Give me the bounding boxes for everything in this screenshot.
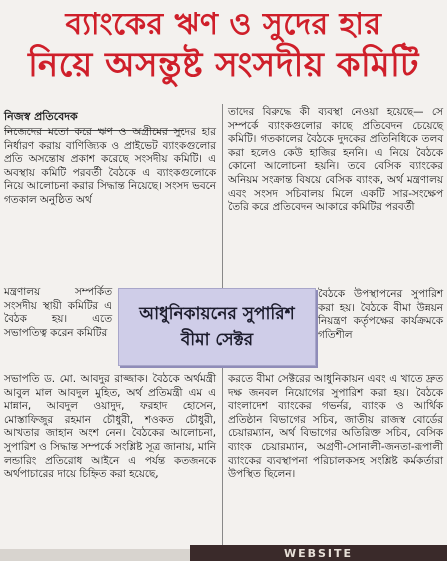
bottom-banner-strip: WEBSITE xyxy=(190,545,447,561)
paragraph: বৈঠকে উপস্থাপনের সুপারিশ করা হয়। বৈঠকে বীমা উন্নয়ন নিয়ন্ত্রণ কর্তৃপক্ষের কার্যক্রমকে গতিশীল xyxy=(318,288,443,341)
headline xyxy=(0,6,447,86)
paragraph: মন্ত্রণালয় সম্পর্কিত সংসদীয় স্থায়ী কমিটির এ বৈঠক হয়। এতে সভাপতিত্ব করেন কমিটির xyxy=(4,286,112,339)
article-text-right-top xyxy=(228,106,443,215)
headline-line-1: ব্যাংকের ঋণ ও সুদের হার xyxy=(65,7,382,42)
bottom-edge xyxy=(0,549,190,561)
article-text-left-top xyxy=(4,126,216,208)
pull-quote-line-1: আধুনিকায়নের সুপারিশ xyxy=(139,304,295,324)
paragraph: করতে বীমা সেক্টরের আধুনিকায়ন এবং এ খাতে দ্রুত দক্ষ জনবল নিয়োগের সুপারিশ করা হয়। বৈঠকে বাংলাদেশ ব্যাংকের গভর্নর, ব্যাংক ও আর্থিক প্রতিষ্ঠান বিভাগের সচিব, জাতীয় রাজস্ব বোর্ডের চেয়ারম্যান, অর্থ বিভাগের অতিরিক্ত সচিব, বেসিক ব্যাংক চেয়ারম্যান, অগ্রণী-সোনালী-জনতা-রূপালী ব্যাংকের ব্যবস্থাপনা পরিচালকসহ সংশ্লিষ্ট কর্মকর্তারা উপস্থিত ছিলেন। xyxy=(228,373,443,481)
reporter-byline: নিজস্ব প্রতিবেদক xyxy=(4,108,184,131)
pull-quote-line-2: বীমা সেক্টর xyxy=(180,330,254,350)
article-text-right-middle xyxy=(318,288,443,342)
paragraph: নিজেদের মতো করে ঋণ ও অগ্রীমের সুদের হার নির্ধারণ করায় বাণিজ্যিক ও প্রাইভেট ব্যাংকগুলোর প্রতি অসন্তোষ প্রকাশ করেছে সংসদীয় কমিটি। এ অবস্থায় কমিটি পরবর্তী বৈঠকে এ ব্যাংকগুলোকে নিয়ে আলোচনা করার সিদ্ধান্ত নিয়েছে। সংসদ ভবনে গতকাল অনুষ্ঠিত অর্থ xyxy=(4,126,216,206)
headline-line-2: নিয়ে অসন্তুষ্ট সংসদীয় কমিটি xyxy=(28,45,419,85)
paragraph: তাদের বিরুদ্ধে কী ব্যবস্থা নেওয়া হয়েছে— সে সম্পর্কে ব্যাংকগুলোর কাছে প্রতিবেদন চেয়েছে কমিটি। গতকালের বৈঠকে দুদকের প্রতিনিধিকে তলব করা হলেও কেউ হাজির হননি। এ নিয়ে বৈঠকে কোনো আলোচনা হয়নি। তবে বেসিক ব্যাংকের অনিয়ম সংক্রান্ত বিষয়ে বেসিক ব্যাংক, অর্থ মন্ত্রণালয় এবং সংসদ সচিবালয় মিলে একটি সার-সংক্ষেপ তৈরি করে প্রতিবেদন আকারে কমিটির পরবর্তী xyxy=(228,106,443,214)
article-text-right-bottom xyxy=(228,373,443,482)
pull-quote-box xyxy=(118,288,316,366)
article-text-left-middle xyxy=(4,286,112,340)
paragraph: সভাপতি ড. মো. আবদুর রাজ্জাক। বৈঠকে অর্থমন্ত্রী আবুল মাল আবদুল মুহিত, অর্থ প্রতিমন্ত্রী এম এ মান্নান, আবদুল ওয়াদুদ, ফরহাদ হোসেন, মোস্তাফিজুর রহমান চৌধুরী, শওকত চৌধুরী, আখতার জাহান অংশ নেন। বৈঠকের আলোচনা, সুপারিশ ও সিদ্ধান্ত সম্পর্কে সংশ্লিষ্ট সূত্র জানায়, মানি লন্ডারিং প্রতিরোধ আইনে এ পর্যন্ত কতজনকে অর্থপাচারের দায়ে চিহ্নিত করা হয়েছে, xyxy=(4,373,216,481)
article-text-left-bottom xyxy=(4,373,216,482)
